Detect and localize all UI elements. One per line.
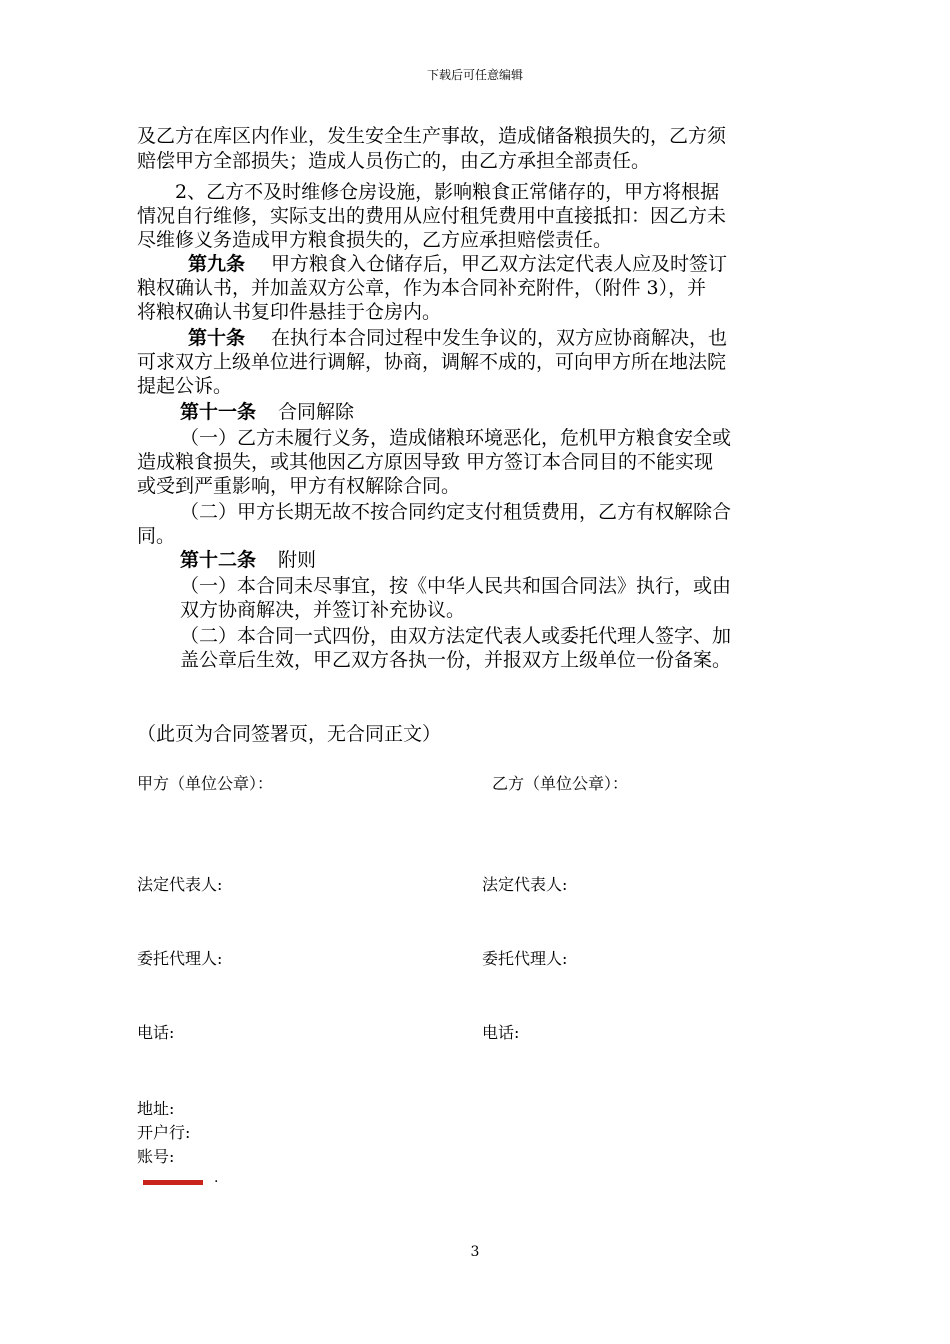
party-b-seal-label: 乙方（单位公章）： bbox=[492, 774, 629, 793]
body-line: 情况自行维修，实际支出的费用从应付租凭费用中直接抵扣：因乙方未 bbox=[137, 205, 727, 227]
party-a-seal-label: 甲方（单位公章）： bbox=[137, 774, 274, 793]
party-a-legal-rep-label: 法定代表人: bbox=[137, 875, 223, 894]
body-line: 双方协商解决，并签订补充协议。 bbox=[180, 599, 466, 621]
dot-mark: . bbox=[214, 1170, 219, 1186]
page-number: 3 bbox=[470, 1244, 480, 1260]
article-10-text: 在执行本合同过程中发生争议的，双方应协商解决，也 bbox=[271, 327, 728, 349]
page-header: 下载后可任意编辑 bbox=[426, 68, 523, 82]
body-line: 粮权确认书，并加盖双方公章，作为本合同补充附件，（附件 3），并 bbox=[137, 277, 707, 299]
article-12-title: 第十二条 bbox=[180, 549, 257, 571]
bank-label: 开户行: bbox=[137, 1123, 191, 1142]
body-line: 将粮权确认书复印件悬挂于仓房内。 bbox=[137, 301, 442, 323]
body-line: 2、乙方不及时维修仓房设施，影响粮食正常储存的，甲方将根据 bbox=[175, 181, 720, 203]
body-line: 尽维修义务造成甲方粮食损失的，乙方应承担赔偿责任。 bbox=[137, 229, 613, 251]
article-10-title: 第十条 bbox=[188, 327, 246, 349]
body-line: 造成粮食损失，或其他因乙方原因导致 甲方签订本合同目的不能实现 bbox=[137, 451, 714, 473]
article-9-line bbox=[188, 252, 727, 276]
body-line: （二）本合同一式四份，由双方法定代表人或委托代理人签字、加 bbox=[180, 625, 732, 647]
party-b-agent-label: 委托代理人: bbox=[482, 949, 568, 968]
body-line: （一）本合同未尽事宜，按《中华人民共和国合同法》执行，或由 bbox=[180, 575, 732, 597]
article-9-text: 甲方粮食入仓储存后，甲乙双方法定代表人应及时签订 bbox=[271, 253, 728, 275]
party-b-phone-label: 电话: bbox=[482, 1023, 520, 1042]
body-line: 同。 bbox=[137, 525, 176, 547]
party-a-phone-label: 电话: bbox=[137, 1023, 175, 1042]
body-line: （一）乙方未履行义务，造成储粮环境恶化，危机甲方粮食安全或 bbox=[180, 427, 732, 449]
address-label: 地址: bbox=[137, 1099, 175, 1118]
account-label: 账号: bbox=[137, 1147, 175, 1166]
body-line: 或受到严重影响，甲方有权解除合同。 bbox=[137, 475, 461, 497]
body-line: 可求双方上级单位进行调解，协商，调解不成的，可向甲方所在地法院 bbox=[137, 351, 727, 373]
article-9-title: 第九条 bbox=[188, 253, 246, 275]
article-10-line bbox=[188, 326, 727, 350]
article-11-title: 第十一条 bbox=[180, 401, 257, 423]
body-line: 赔偿甲方全部损失；造成人员伤亡的，由乙方承担全部责任。 bbox=[137, 150, 651, 172]
article-12-line bbox=[180, 548, 316, 572]
red-mark bbox=[143, 1180, 203, 1185]
article-12-heading: 附则 bbox=[278, 549, 317, 571]
body-line: 盖公章后生效，甲乙双方各执一份，并报双方上级单位一份备案。 bbox=[180, 649, 732, 671]
body-line: 提起公诉。 bbox=[137, 375, 233, 397]
article-11-heading: 合同解除 bbox=[278, 401, 355, 423]
article-11-line bbox=[180, 400, 354, 424]
party-b-legal-rep-label: 法定代表人: bbox=[482, 875, 568, 894]
body-line: （二）甲方长期无故不按合同约定支付租赁费用，乙方有权解除合 bbox=[180, 501, 732, 523]
signature-note: （此页为合同签署页，无合同正文） bbox=[137, 723, 442, 745]
party-a-agent-label: 委托代理人: bbox=[137, 949, 223, 968]
body-line: 及乙方在库区内作业，发生安全生产事故，造成储备粮损失的，乙方须 bbox=[137, 125, 727, 147]
